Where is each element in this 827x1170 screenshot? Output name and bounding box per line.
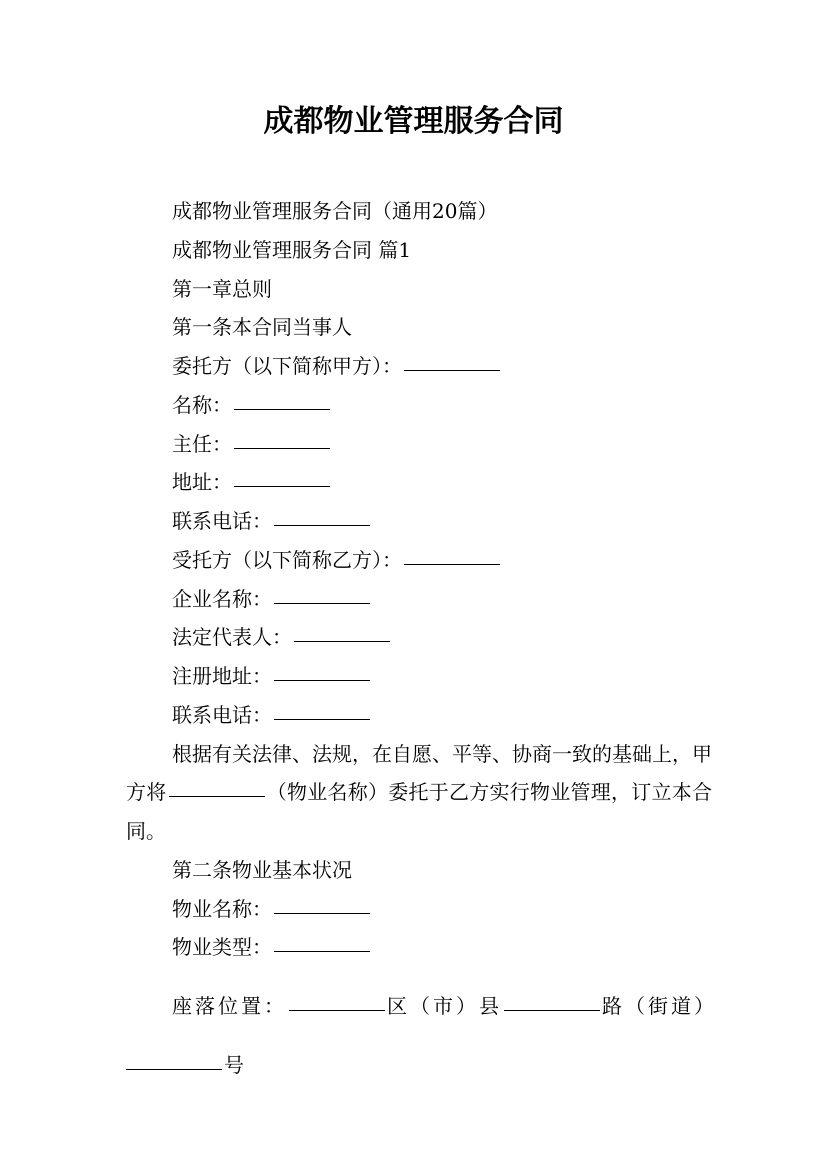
phone-label-client: 联系电话： <box>172 509 272 533</box>
phone-blank-contractor <box>274 718 370 720</box>
property-name-label: 物业名称： <box>172 896 272 921</box>
document-title: 成都物业管理服务合同 <box>263 104 564 139</box>
director-label: 主任： <box>172 431 232 456</box>
legal-rep-label: 法定代表人： <box>172 625 292 650</box>
client-blank <box>404 369 500 371</box>
address-label: 地址： <box>172 470 232 495</box>
contractor-blank <box>404 563 500 565</box>
number-label: 号 <box>224 1052 244 1077</box>
article-two-heading: 第二条物业基本状况 <box>172 857 352 882</box>
contractor-line <box>126 541 712 580</box>
article-one-heading: 第一条本合同当事人 <box>172 315 352 340</box>
reg-address-blank <box>274 679 370 681</box>
road-label: 路（街道） <box>602 994 717 1018</box>
address-blank <box>234 485 330 487</box>
document-body <box>126 192 717 1085</box>
client-line <box>126 347 712 386</box>
company-name-label: 企业名称： <box>172 586 272 611</box>
phone-line-contractor <box>126 696 712 735</box>
legal-rep-blank <box>294 640 390 642</box>
company-name-blank <box>274 602 370 604</box>
number-line <box>126 1046 712 1085</box>
piece-heading-line: 成都物业管理服务合同 篇1 <box>172 237 412 262</box>
contractor-label: 受托方（以下简称乙方）： <box>172 547 402 572</box>
client-label: 委托方（以下简称甲方）： <box>172 354 402 378</box>
company-name-line <box>126 580 712 619</box>
subtitle-line: 成都物业管理服务合同（通用20篇） <box>172 199 498 223</box>
location-label: 座落位置： <box>172 994 287 1018</box>
agreement-text-part2: （物业名称）委托于乙方实行物业管理，订立本合同。 <box>126 780 712 843</box>
phone-label-contractor: 联系电话： <box>172 702 272 727</box>
number-blank <box>126 1068 222 1070</box>
agreement-text-part1: 根据有关法律、法规，在自愿、平等、协商一致的基础上，甲方将 <box>126 741 712 805</box>
chapter-heading: 第一章总则 <box>172 276 272 301</box>
property-name-line <box>126 890 712 929</box>
district-label: 区（市）县 <box>387 994 502 1018</box>
district-blank <box>289 1009 385 1011</box>
director-line <box>126 425 712 464</box>
location-line <box>126 987 717 1026</box>
property-type-line <box>126 928 712 967</box>
property-type-blank <box>274 950 370 952</box>
road-blank <box>504 1009 600 1011</box>
reg-address-label: 注册地址： <box>172 664 272 688</box>
name-line <box>126 386 712 425</box>
legal-rep-line <box>126 618 712 657</box>
agreement-paragraph <box>126 735 712 851</box>
address-line <box>126 463 712 502</box>
director-blank <box>234 447 330 449</box>
name-blank <box>234 408 330 410</box>
name-label: 名称： <box>172 392 232 417</box>
property-name-blank <box>274 912 370 914</box>
property-type-label: 物业类型： <box>172 935 272 960</box>
property-name-blank-inline <box>169 795 265 797</box>
phone-blank-client <box>274 524 370 526</box>
reg-address-line <box>126 657 712 696</box>
phone-line-client <box>126 502 712 541</box>
